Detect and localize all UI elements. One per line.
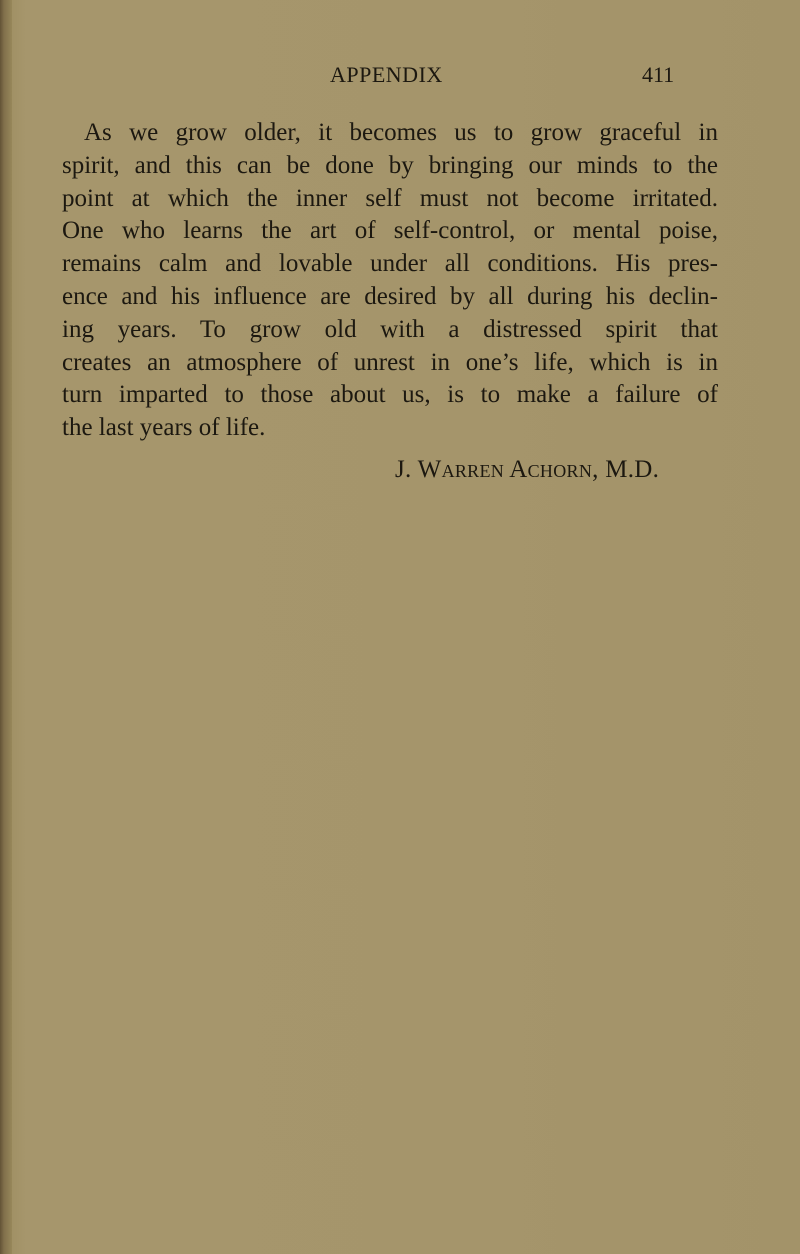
author-signature: J. Warren Achorn, M.D. — [395, 456, 660, 483]
text-line: turn imparted to those about us, is to make a failure of — [62, 381, 718, 409]
text-line: One who learns the art of self-control, or mental poise, — [62, 217, 718, 245]
text-line: ence and his influence are desired by all during his declin- — [62, 282, 718, 310]
text-line: the last years of life. — [62, 414, 266, 442]
text-line: As we grow older, it becomes us to grow graceful in — [84, 119, 718, 146]
body-paragraph — [62, 117, 718, 445]
running-header — [0, 62, 800, 94]
page-number: 411 — [642, 62, 675, 87]
text-line: creates an atmosphere of unrest in one’s life, which is in — [62, 348, 718, 376]
text-line: spirit, and this can be done by bringing our minds to the — [62, 151, 718, 179]
header-title: APPENDIX — [330, 62, 443, 87]
text-line: ing years. To grow old with a distressed spirit that — [62, 315, 718, 343]
page-binding-edge — [0, 0, 12, 1254]
text-line: point at which the inner self must not become irritated. — [62, 184, 718, 212]
text-line: remains calm and lovable under all conditions. His pres- — [62, 250, 718, 278]
